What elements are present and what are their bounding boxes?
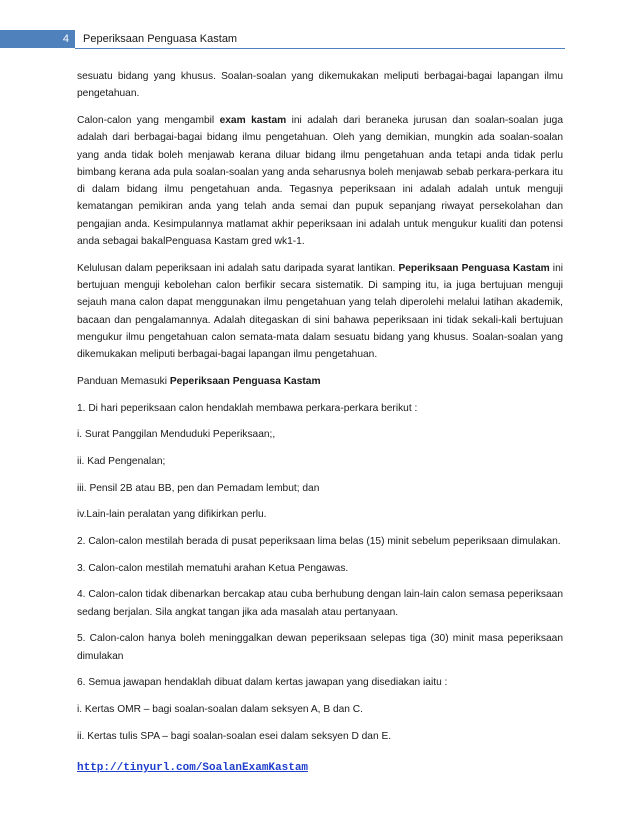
- paragraph-3-bold: Peperiksaan Penguasa Kastam: [398, 262, 550, 274]
- section-heading-bold: Peperiksaan Penguasa Kastam: [169, 375, 321, 387]
- list-item-4: 4. Calon-calon tidak dibenarkan bercakap atau cuba berhubung dengan lain-lain calon semasa peperiksaan sedang berjalan. Sila angkat tangan jika ada masalah atau pertanyaan.: [77, 589, 563, 618]
- document-body: [77, 68, 563, 754]
- list-item-5: 5. Calon-calon hanya boleh meninggalkan dewan peperiksaan selepas tiga (30) minit masa peperiksaan dimulakan: [77, 633, 563, 662]
- list-item-1: 1. Di hari peperiksaan calon hendaklah membawa perkara-perkara berikut :: [77, 402, 418, 414]
- list-item-2: 2. Calon-calon mestilah berada di pusat peperiksaan lima belas (15) minit sebelum peperiksaan dimulakan.: [77, 536, 561, 548]
- paragraph-2: [77, 112, 563, 250]
- page-header: [0, 30, 638, 50]
- list-item-6-ii: ii. Kertas tulis SPA – bagi soalan-soalan esei dalam seksyen D dan E.: [77, 730, 392, 742]
- paragraph-3-text-b: ini bertujuan menguji kebolehan calon berfikir secara sistematik. Di samping itu, ia juga bertujuan menguji sejauh mana calon dapat menggunakan ilmu pengetahuan yang telah diperolehi melalui latihan akademik, bacaan dan pengalamannya. Adalah ditegaskan di sini bahawa peperiksaan ini tidak sekali-kali bertujuan mengukur ilmu pengetahuan calon semata-mata dalam sesuatu bidang yang khusus. Soalan-soalan yang dikemukakan meliputi berbagai-bagai lapangan ilmu pengetahuan.: [77, 262, 564, 361]
- list-item-6-i: i. Kertas OMR – bagi soalan-soalan dalam seksyen A, B dan C.: [77, 704, 363, 716]
- list-item-1-ii: ii. Kad Pengenalan;: [77, 455, 166, 467]
- list-item-1-iv: iv.Lain-lain peralatan yang difikirkan perlu.: [77, 509, 267, 521]
- paragraph-2-bold: exam kastam: [219, 114, 287, 126]
- section-heading-text: Panduan Memasuki: [77, 375, 170, 387]
- paragraph-2-text-b: ini adalah dari beraneka jurusan dan soalan-soalan juga adalah dari berbagai-bagai bidang ilmu pengetahuan. Oleh yang demikian, mungkin ada soalan-soalan yang anda tidak boleh menjawab kerana diluar bidang ilmu pengetahuan anda tetapi anda tidak perlu bimbang kerana ada pula soalan-soalan yang anda seharusnya boleh menjawab sebab perkara-perkara itu di dalam bidang ilmu pengetahuan anda. Tegasnya peperiksaan ini adalah adalah untuk menguji kematangan pemikiran anda yang telah anda semai dan pupuk sepanjang riwayat persekolahan dan pengajian anda. Kesimpulannya matlamat akhir peperiksaan ini adalah untuk mengukur kualiti dan potensi anda sebagai bakalPenguasa Kastam gred wk1-1.: [77, 114, 563, 248]
- header-title: Peperiksaan Penguasa Kastam: [83, 33, 238, 45]
- list-item-1-iii: iii. Pensil 2B atau BB, pen dan Pemadam lembut; dan: [77, 482, 320, 494]
- page-number: 4: [0, 30, 75, 48]
- list-item-3: 3. Calon-calon mestilah mematuhi arahan Ketua Pengawas.: [77, 562, 349, 574]
- list-item-6: 6. Semua jawapan hendaklah dibuat dalam kertas jawapan yang disediakan iaitu :: [77, 677, 448, 689]
- section-heading: [77, 373, 563, 390]
- list-item-1-i: i. Surat Panggilan Menduduki Peperiksaan;,: [77, 429, 276, 441]
- paragraph-1: sesuatu bidang yang khusus. Soalan-soalan yang dikemukakan meliputi berbagai-bagai lapangan ilmu pengetahuan.: [77, 71, 563, 100]
- footer-link[interactable]: http://tinyurl.com/SoalanExamKastam: [77, 762, 309, 774]
- header-rule: [75, 48, 565, 49]
- paragraph-3: [77, 260, 563, 364]
- paragraph-3-text-a: Kelulusan dalam peperiksaan ini adalah satu daripada syarat lantikan.: [77, 262, 399, 274]
- paragraph-2-text-a: Calon-calon yang mengambil: [77, 114, 220, 126]
